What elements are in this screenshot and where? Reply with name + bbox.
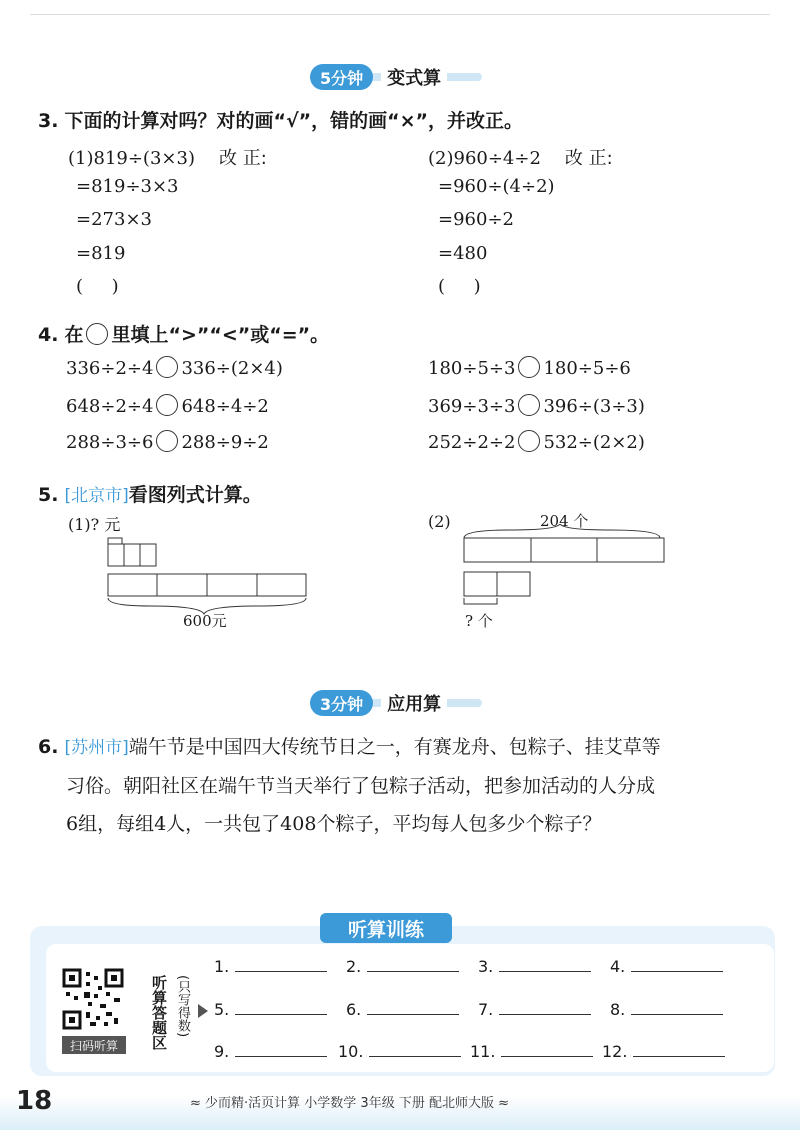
compare-circle[interactable] [156,356,178,378]
compare-item: 180÷5÷3 180÷5÷6 [428,358,631,379]
compare-circle[interactable] [156,394,178,416]
fig1-small-bar [108,544,156,566]
q3-left-step: =273×3 [76,209,152,230]
time-badge: 3分钟 [310,690,373,716]
answer-slot[interactable]: 8. [610,1000,723,1019]
region-tag: [北京市] [64,486,129,506]
circle-icon [86,323,108,345]
section-title: 应用算 [381,690,447,716]
q3-right-label: (2)960÷4÷2 改 正: [428,148,613,169]
question-4-heading: 4. 在 里填上“>”“<”或“=”。 [38,324,330,346]
answer-slot[interactable]: 1. [214,957,327,976]
fig2-top-label: 204 个 [540,512,589,530]
compare-circle[interactable] [156,430,178,452]
fig1-top-brace [108,538,122,544]
q3-right-step: =960÷2 [438,209,514,230]
answer-slot[interactable]: 10. [338,1042,461,1061]
q3-left-step: =819 [76,243,126,264]
answer-slot[interactable]: 11. [470,1042,593,1061]
q3-left-label: (1)819÷(3×3) 改 正: [68,148,267,169]
compare-circle[interactable] [518,356,540,378]
compare-item: 336÷2÷4 336÷(2×4) [66,358,283,379]
region-tag: [苏州市] [64,738,129,758]
fig2-bottom-brace [464,598,497,604]
compare-circle[interactable] [518,430,540,452]
qr-code-icon[interactable] [62,968,124,1030]
question-5-heading: 5. [北京市]看图列式计算。 [38,484,262,506]
page-number: 18 [16,1086,53,1116]
fig1-bottom-label: 600元 [183,612,227,630]
q3-right-step: =960÷(4÷2) [438,176,555,197]
answer-slot[interactable]: 7. [478,1000,591,1019]
time-badge: 5分钟 [310,64,373,90]
section-banner-1 [310,64,482,90]
answer-slot[interactable]: 3. [478,957,591,976]
question-6: 6. [苏州市]端午节是中国四大传统节日之一，有赛龙舟、包粽子、挂艾草等 习俗。朝阳社区在端午节当天举行了包粽子活动，把参加活动的人分成 6组，每组4人，一共包了408个粽子，平均每人包多少个粽子？ [38,736,661,835]
answer-slot[interactable]: 4. [610,957,723,976]
footer-text: ≈ 少而精·活页计算 小学数学 3年级 下册 配北师大版 ≈ [190,1096,509,1111]
fig2-label: (2) [428,512,451,531]
answer-slot[interactable]: 12. [602,1042,725,1061]
arrow-right-icon [198,1004,208,1018]
fig2-top-brace [464,524,660,538]
fig1-label: (1)? 元 [68,515,121,534]
top-rule [30,14,770,15]
compare-circle[interactable] [518,394,540,416]
compare-item: 288÷3÷6 288÷9÷2 [66,432,269,453]
answer-slot[interactable]: 9. [214,1042,327,1061]
answer-area-label: 听算答题区 [150,975,168,1050]
section-banner-2 [310,690,482,716]
section-title: 变式算 [381,64,447,90]
answer-slot[interactable]: 5. [214,1000,327,1019]
q3-left-step: =819÷3×3 [76,176,179,197]
answer-slot[interactable]: 2. [346,957,459,976]
fig2-diagram [460,524,675,614]
q3-right-answer-paren[interactable]: ( ) [438,276,481,297]
answer-slot[interactable]: 6. [346,1000,459,1019]
compare-item: 369÷3÷3 396÷(3÷3) [428,396,645,417]
q3-right-step: =480 [438,243,488,264]
listening-title: 听算训练 [320,913,452,943]
compare-item: 648÷2÷4 648÷4÷2 [66,396,269,417]
fig2-large-bar [464,538,664,562]
fig2-bottom-label: ? 个 [465,612,493,630]
compare-item: 252÷2÷2 532÷(2×2) [428,432,645,453]
qr-caption: 扫码听算 [62,1036,126,1054]
q3-left-answer-paren[interactable]: ( ) [76,276,119,297]
question-3-heading: 3. 下面的计算对吗？对的画“√”，错的画“×”，并改正。 [38,110,523,132]
answer-area-note: (只写得数) [175,975,190,1038]
fig1-diagram [100,530,320,620]
